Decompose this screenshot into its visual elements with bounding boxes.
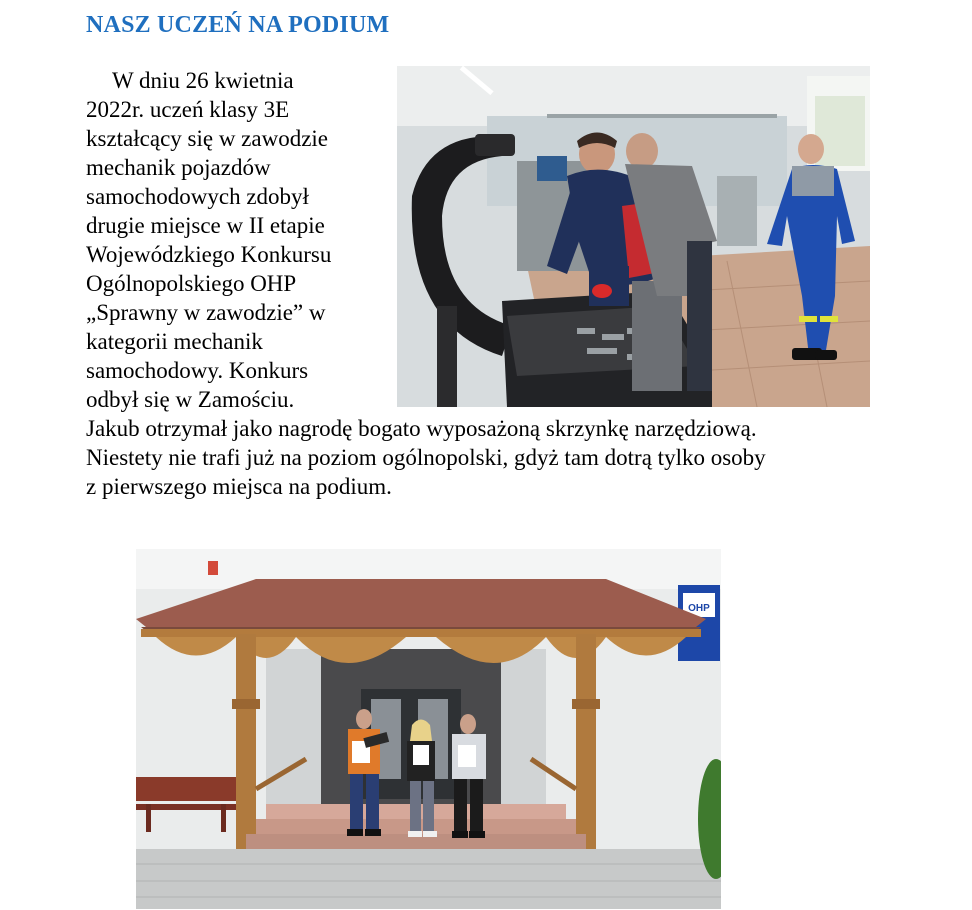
body-line: „Sprawny w zawodzie” w bbox=[86, 300, 326, 325]
body-line: kategorii mechanik bbox=[86, 329, 263, 354]
ohp-sign-text: OHP bbox=[688, 603, 710, 614]
body-line: Niestety nie trafi już na poziom ogólnopolski, gdyż tam dotrą tylko osoby bbox=[86, 445, 766, 470]
body-line: Wojewódzkiego Konkursu bbox=[86, 242, 332, 267]
body-line: drugie miejsce w II etapie bbox=[86, 213, 325, 238]
workshop-photo bbox=[397, 66, 870, 407]
body-line: samochodowych zdobył bbox=[86, 184, 309, 209]
body-line: z pierwszego miejsca na podium. bbox=[86, 474, 392, 499]
podium-photo bbox=[136, 549, 721, 909]
article-title: NASZ UCZEŃ NA PODIUM bbox=[86, 12, 390, 38]
body-line: Jakub otrzymał jako nagrodę bogato wyposażoną skrzynkę narzędziową. bbox=[86, 416, 757, 441]
body-line: mechanik pojazdów bbox=[86, 155, 271, 180]
body-line: odbył się w Zamościu. bbox=[86, 387, 295, 412]
body-line: W dniu 26 kwietnia bbox=[112, 68, 294, 93]
body-line: 2022r. uczeń klasy 3E bbox=[86, 97, 290, 122]
body-line: samochodowy. Konkurs bbox=[86, 358, 309, 383]
body-line: Ogólnopolskiego OHP bbox=[86, 271, 297, 296]
body-line: kształcący się w zawodzie bbox=[86, 126, 329, 151]
